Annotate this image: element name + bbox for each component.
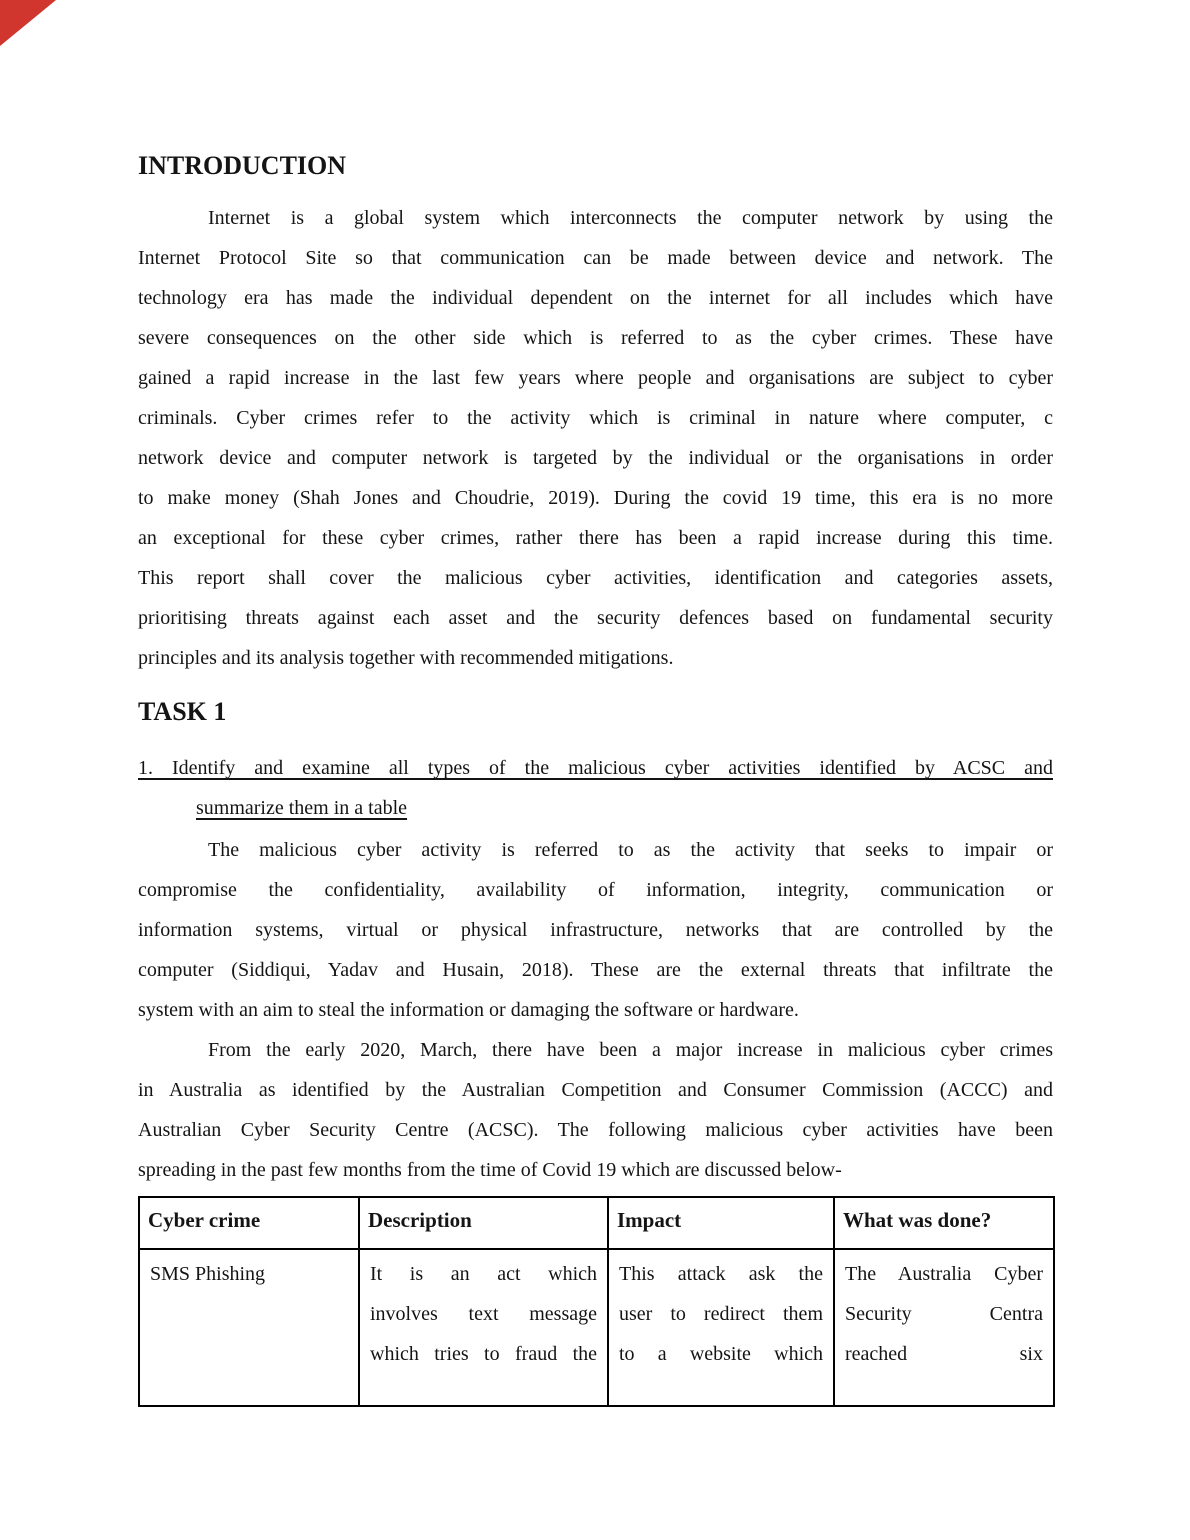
text-line: prioritising threats against each asset and the security defences based on fundamental security	[138, 607, 1053, 629]
text-line: The Australia Cyber	[845, 1263, 1043, 1285]
text-line: Internet is a global system which interconnects the computer network by using the	[208, 207, 1053, 229]
text-line: computer (Siddiqui, Yadav and Husain, 2018). These are the external threats that infiltrate the	[138, 959, 1053, 981]
col-header-impact: Impact	[608, 1197, 834, 1249]
text-line: system with an aim to steal the information or damaging the software or hardware.	[138, 999, 799, 1021]
text-line: The malicious cyber activity is referred to as the activity that seeks to impair or	[208, 839, 1053, 861]
corner-ribbon-icon	[0, 0, 56, 46]
intro-paragraph	[138, 198, 1053, 678]
text-line: reached six	[845, 1343, 1043, 1365]
text-line: Australian Cyber Security Centre (ACSC). The following malicious cyber activities have been	[138, 1119, 1053, 1141]
table-row	[139, 1249, 1054, 1406]
task1-paragraph-1	[138, 830, 1053, 1030]
text-line: principles and its analysis together with recommended mitigations.	[138, 647, 674, 669]
text-line: criminals. Cyber crimes refer to the activity which is criminal in nature where computer, c	[138, 407, 1053, 429]
text-line: user to redirect them	[619, 1303, 823, 1325]
text-line: to make money (Shah Jones and Choudrie, 2019). During the covid 19 time, this era is no more	[138, 487, 1053, 509]
text-line: This attack ask the	[619, 1263, 823, 1285]
text-line: From the early 2020, March, there have been a major increase in malicious cyber crimes	[208, 1039, 1053, 1061]
text-line: severe consequences on the other side which is referred to as the cyber crimes. These have	[138, 327, 1053, 349]
text-line: network device and computer network is targeted by the individual or the organisations in order	[138, 447, 1053, 469]
text-line: spreading in the past few months from the time of Covid 19 which are discussed below-	[138, 1159, 842, 1181]
text-line: Security Centra	[845, 1303, 1043, 1325]
text-line: Internet Protocol Site so that communication can be made between device and network. The	[138, 247, 1053, 269]
text-line: 1. Identify and examine all types of the malicious cyber activities identified by ACSC and	[138, 757, 1053, 779]
task1-heading: TASK 1	[138, 697, 227, 726]
cell-impact	[608, 1249, 834, 1406]
col-header-cyber-crime: Cyber crime	[139, 1197, 359, 1249]
text-line: an exceptional for these cyber crimes, rather there has been a rapid increase during this time.	[138, 527, 1053, 549]
cell-what-was-done	[834, 1249, 1054, 1406]
col-header-description: Description	[359, 1197, 608, 1249]
text-line: compromise the confidentiality, availability of information, integrity, communication or	[138, 879, 1053, 901]
text-line: involves text message	[370, 1303, 597, 1325]
text-line: gained a rapid increase in the last few years where people and organisations are subject to cyber	[138, 367, 1053, 389]
text-line: information systems, virtual or physical infrastructure, networks that are controlled by the	[138, 919, 1053, 941]
col-header-what-was-done: What was done?	[834, 1197, 1054, 1249]
text-line: summarize them in a table	[196, 797, 408, 819]
intro-heading: INTRODUCTION	[138, 151, 347, 180]
table-header-row	[139, 1197, 1054, 1249]
text-line: which tries to fraud the	[370, 1343, 597, 1365]
text-line: to a website which	[619, 1343, 823, 1365]
text-line: technology era has made the individual dependent on the internet for all includes which have	[138, 287, 1053, 309]
task1-paragraph-2	[138, 1030, 1053, 1190]
text-line: This report shall cover the malicious cyber activities, identification and categories assets,	[138, 567, 1053, 589]
cell-cyber-crime: SMS Phishing	[139, 1249, 359, 1406]
text-line: It is an act which	[370, 1263, 597, 1285]
cyber-crime-table	[138, 1196, 1055, 1407]
cell-description	[359, 1249, 608, 1406]
text-line: in Australia as identified by the Australian Competition and Consumer Commission (ACCC) and	[138, 1079, 1053, 1101]
task1-item1-heading	[138, 748, 1053, 828]
